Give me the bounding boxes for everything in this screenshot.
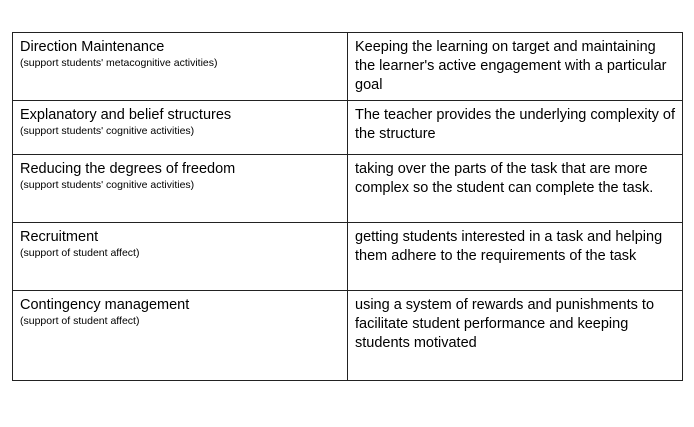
table-row — [13, 291, 683, 381]
strategy-note: (support students' cognitive activities) — [20, 179, 195, 191]
strategy-description: The teacher provides the underlying complexity of the structure — [355, 107, 675, 142]
strategy-description: taking over the parts of the task that are more complex so the student can complete the task. — [355, 161, 654, 196]
description-cell — [348, 223, 683, 291]
strategy-note: (support students' cognitive activities) — [20, 125, 195, 137]
description-cell — [348, 291, 683, 381]
description-cell — [348, 101, 683, 155]
strategy-name: Direction Maintenance — [20, 39, 165, 55]
strategy-cell — [13, 291, 348, 381]
strategy-cell — [13, 101, 348, 155]
table-row — [13, 155, 683, 223]
table-row — [13, 101, 683, 155]
strategy-cell — [13, 223, 348, 291]
strategy-name: Explanatory and belief structures — [20, 107, 232, 123]
table-row — [13, 223, 683, 291]
strategy-name: Contingency management — [20, 297, 190, 313]
table-row — [13, 33, 683, 101]
scaffolding-table — [12, 32, 683, 381]
strategy-description: Keeping the learning on target and maintaining the learner's active engagement with a particular goal — [355, 39, 667, 93]
strategy-note: (support of student affect) — [20, 315, 140, 327]
strategy-name: Reducing the degrees of freedom — [20, 161, 236, 177]
strategy-name: Recruitment — [20, 229, 99, 245]
strategy-description: getting students interested in a task and helping them adhere to the requirements of the task — [355, 229, 663, 264]
description-cell — [348, 155, 683, 223]
strategy-note: (support of student affect) — [20, 247, 140, 259]
strategy-description: using a system of rewards and punishments to facilitate student performance and keeping students motivated — [355, 297, 655, 351]
strategy-cell — [13, 155, 348, 223]
description-cell — [348, 33, 683, 101]
strategy-note: (support students' metacognitive activities) — [20, 57, 218, 69]
strategy-cell — [13, 33, 348, 101]
